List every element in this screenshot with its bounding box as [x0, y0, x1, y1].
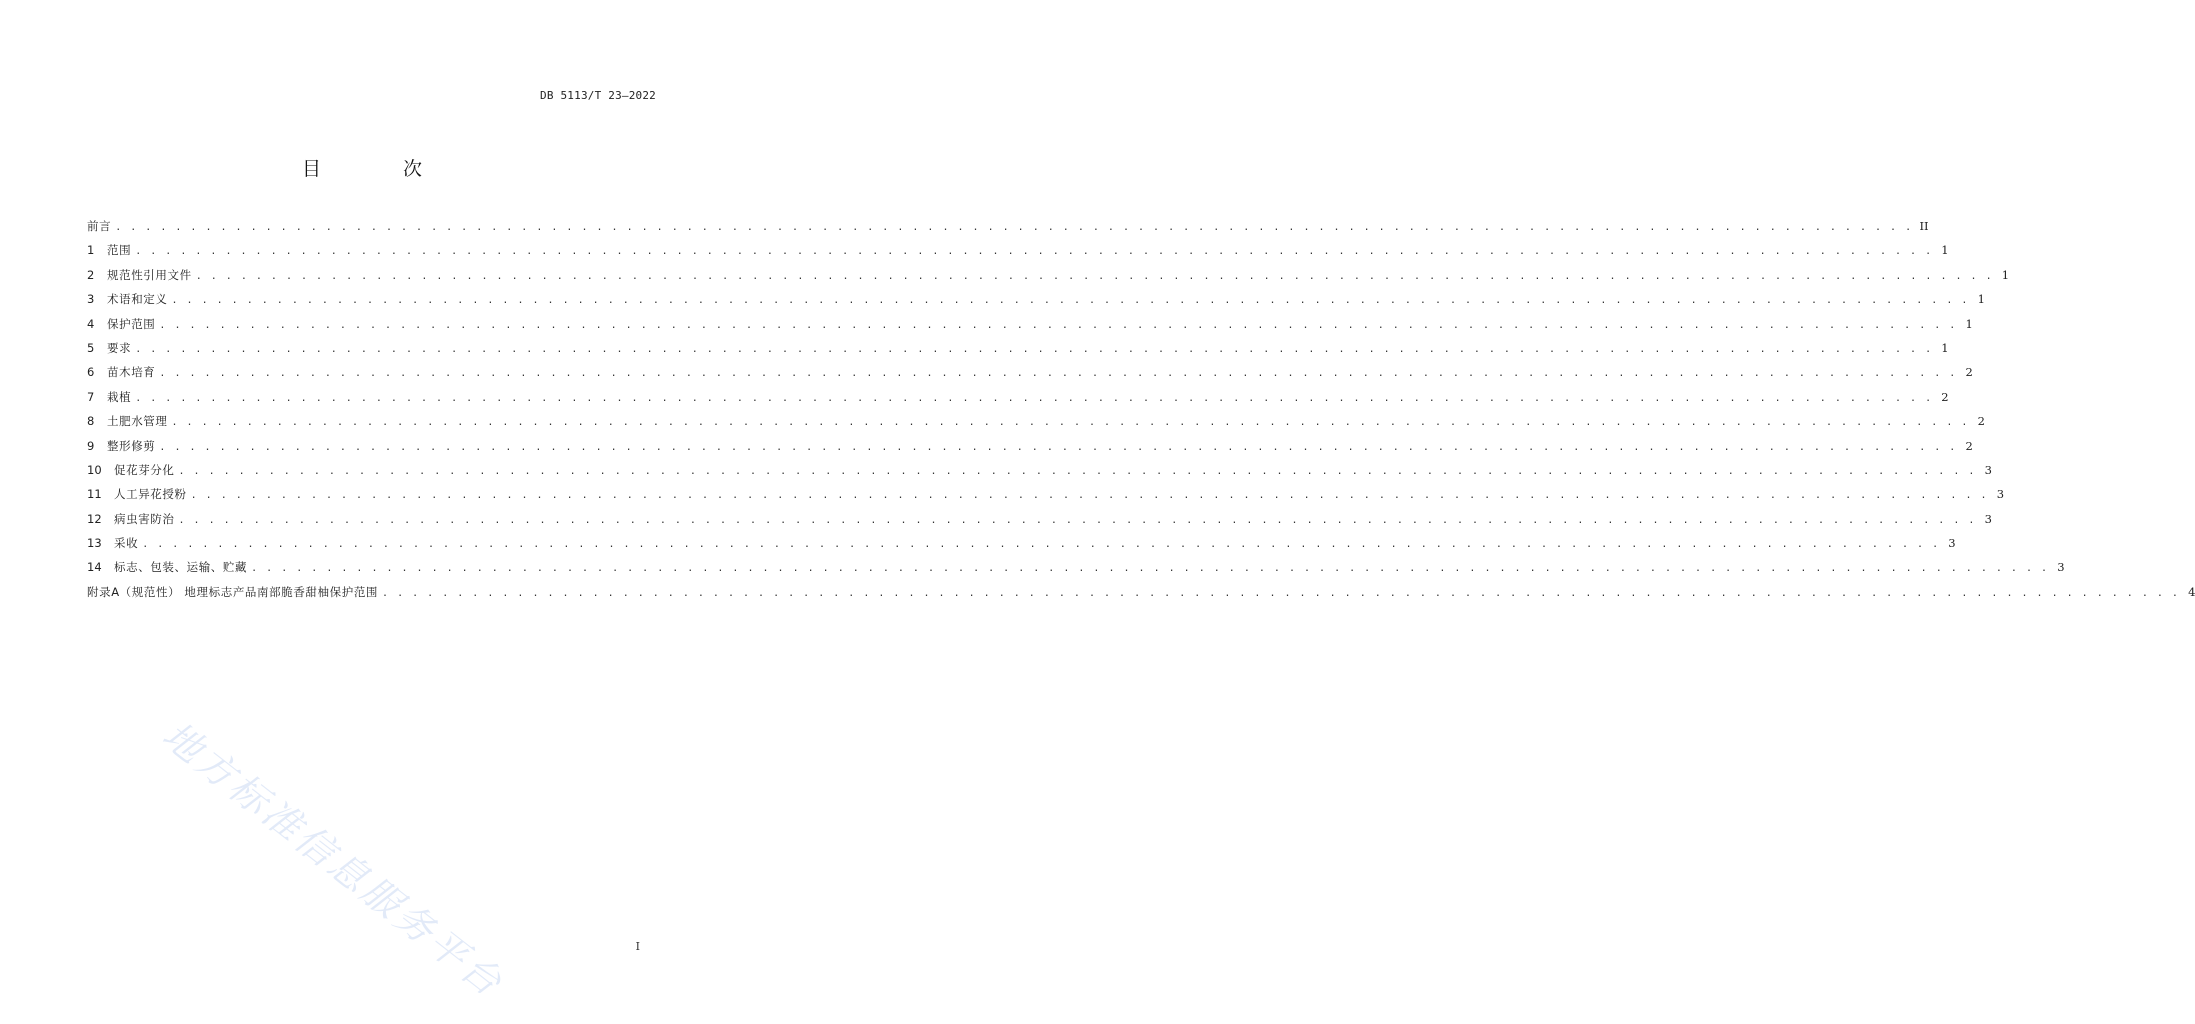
watermark: 地方标准信息服务平台	[154, 712, 513, 1007]
toc-entry[interactable]	[87, 316, 1973, 340]
toc-entry-label: 术语和定义	[107, 292, 168, 307]
toc-entry[interactable]	[87, 242, 1949, 266]
toc-entry-page: 3	[2057, 560, 2065, 575]
toc-entry-label: 规范性引用文件	[107, 267, 192, 282]
toc-entry-number: 1	[87, 243, 95, 258]
toc-entry-number: 13	[87, 536, 102, 551]
toc-dot-leader: . . . . . . . . . . . . . . . . . . . . . . . . . . . . . . . . . . . . . . . . . . . . . . . . . . . . . . . . . . . . . . . . . . . . . . . . . . . . . . . . . . . . . . . . . . . . . . . . . . . . . . . . . . . . . . . . . . . . . . . .	[178, 465, 1976, 477]
toc-entry[interactable]	[87, 364, 1973, 388]
toc-entry-number: 4	[87, 316, 95, 331]
toc-dot-leader: . . . . . . . . . . . . . . . . . . . . . . . . . . . . . . . . . . . . . . . . . . . . . . . . . . . . . . . . . . . . . . . . . . . . . . . . . . . . . . . . . . . . . . . . . . . . . . . . . . . . . . . . . . . . . . . . . . . . . . . .	[382, 587, 2180, 599]
toc-entry[interactable]	[87, 413, 1985, 437]
toc-entry-page: 2	[1977, 414, 1985, 429]
toc-entry-number: 3	[87, 292, 95, 307]
toc-entry[interactable]	[87, 486, 2005, 510]
toc-entry-page: 3	[1984, 462, 1992, 477]
document-code: DB 5113/T 23—2022	[540, 89, 656, 102]
toc-entry-page: II	[1919, 219, 1929, 233]
toc-dot-leader: . . . . . . . . . . . . . . . . . . . . . . . . . . . . . . . . . . . . . . . . . . . . . . . . . . . . . . . . . . . . . . . . . . . . . . . . . . . . . . . . . . . . . . . . . . . . . . . . . . . . . . . . . . . . . . . . . . . . . . . .	[142, 539, 1940, 551]
toc-entry[interactable]	[87, 511, 1992, 535]
toc-entry-page: 4	[2188, 584, 2195, 599]
toc-dot-leader: . . . . . . . . . . . . . . . . . . . . . . . . . . . . . . . . . . . . . . . . . . . . . . . . . . . . . . . . . . . . . . . . . . . . . . . . . . . . . . . . . . . . . . . . . . . . . . . . . . . . . . . . . . . . . . . . . . . . . . . .	[135, 392, 1933, 404]
toc-entry-number: 10	[87, 462, 102, 477]
toc-entry[interactable]	[87, 559, 2065, 583]
toc-entry-number: 8	[87, 414, 95, 429]
toc-entry-number: 9	[87, 438, 95, 453]
toc-entry-page: 3	[1948, 536, 1956, 551]
page-title: 目 次	[301, 158, 461, 180]
toc-dot-leader: . . . . . . . . . . . . . . . . . . . . . . . . . . . . . . . . . . . . . . . . . . . . . . . . . . . . . . . . . . . . . . . . . . . . . . . . . . . . . . . . . . . . . . . . . . . . . . . . . . . . . . . . . . . . . . . . . . . . . . . .	[171, 295, 1969, 307]
toc-entry-label: 栽植	[107, 389, 132, 404]
toc-entry[interactable]	[87, 389, 1949, 413]
toc-entry-number: 2	[87, 267, 95, 282]
toc-entry-label: 要求	[107, 340, 132, 355]
toc-entry-label: 附录A（规范性） 地理标志产品南部脆香甜柚保护范围	[87, 584, 379, 599]
toc-entry-number: 7	[87, 389, 95, 404]
toc-entry-label: 人工异花授粉	[114, 487, 187, 502]
toc-entry-number: 11	[87, 487, 102, 502]
toc-dot-leader: . . . . . . . . . . . . . . . . . . . . . . . . . . . . . . . . . . . . . . . . . . . . . . . . . . . . . . . . . . . . . . . . . . . . . . . . . . . . . . . . . . . . . . . . . . . . . . . . . . . . . . . . . . . . . . . . . . . . . . . .	[171, 417, 1969, 429]
toc-entry-page: 2	[1941, 389, 1949, 404]
toc-entry-page: 1	[1977, 292, 1985, 307]
toc-entry[interactable]	[87, 291, 1985, 315]
toc-entry-label: 前言	[87, 219, 112, 233]
toc-entry-number: 6	[87, 365, 95, 380]
toc-entry-page: 2	[1965, 365, 1973, 380]
toc-entry-label: 保护范围	[107, 316, 156, 331]
toc-entry-page: 1	[1965, 316, 1973, 331]
toc-entry-page: 3	[1984, 511, 1992, 526]
toc-entry[interactable]	[87, 438, 1973, 462]
toc-entry-page: 2	[1965, 438, 1973, 453]
toc-entry-number: 12	[87, 511, 102, 526]
toc-entry-page: 1	[2001, 267, 2010, 282]
toc-entry-label: 采收	[114, 536, 139, 551]
toc-entry-label: 标志、包装、运输、贮藏	[114, 560, 248, 575]
toc-entry-number: 14	[87, 560, 102, 575]
toc-entry[interactable]	[87, 584, 2195, 608]
table-of-contents	[87, 218, 2195, 608]
toc-entry[interactable]	[87, 267, 2010, 291]
toc-entry[interactable]	[87, 535, 1956, 559]
toc-dot-leader: . . . . . . . . . . . . . . . . . . . . . . . . . . . . . . . . . . . . . . . . . . . . . . . . . . . . . . . . . . . . . . . . . . . . . . . . . . . . . . . . . . . . . . . . . . . . . . . . . . . . . . . . . . . . . . . . . . . . . . . .	[159, 368, 1957, 380]
toc-entry-label: 病虫害防治	[114, 511, 175, 526]
toc-dot-leader: . . . . . . . . . . . . . . . . . . . . . . . . . . . . . . . . . . . . . . . . . . . . . . . . . . . . . . . . . . . . . . . . . . . . . . . . . . . . . . . . . . . . . . . . . . . . . . . . . . . . . . . . . . . . . . . . . . . . . . . .	[159, 319, 1957, 331]
toc-entry-label: 土肥水管理	[107, 414, 168, 429]
toc-dot-leader: . . . . . . . . . . . . . . . . . . . . . . . . . . . . . . . . . . . . . . . . . . . . . . . . . . . . . . . . . . . . . . . . . . . . . . . . . . . . . . . . . . . . . . . . . . . . . . . . . . . . . . . . . . . . . . . . . . . . . . . .	[178, 514, 1976, 526]
toc-entry-label: 范围	[107, 243, 132, 258]
toc-entry[interactable]	[87, 218, 1929, 242]
toc-dot-leader: . . . . . . . . . . . . . . . . . . . . . . . . . . . . . . . . . . . . . . . . . . . . . . . . . . . . . . . . . . . . . . . . . . . . . . . . . . . . . . . . . . . . . . . . . . . . . . . . . . . . . . . . . . . . . . . . . . . . . . . .	[195, 270, 1994, 282]
toc-entry-number: 5	[87, 340, 95, 355]
toc-entry-page: 3	[1996, 487, 2005, 502]
toc-entry-label: 整形修剪	[107, 438, 156, 453]
toc-dot-leader: . . . . . . . . . . . . . . . . . . . . . . . . . . . . . . . . . . . . . . . . . . . . . . . . . . . . . . . . . . . . . . . . . . . . . . . . . . . . . . . . . . . . . . . . . . . . . . . . . . . . . . . . . . . . . . . . . . . . . . . .	[159, 441, 1957, 453]
toc-entry[interactable]	[87, 462, 1992, 486]
toc-entry-page: 1	[1941, 243, 1949, 258]
toc-dot-leader: . . . . . . . . . . . . . . . . . . . . . . . . . . . . . . . . . . . . . . . . . . . . . . . . . . . . . . . . . . . . . . . . . . . . . . . . . . . . . . . . . . . . . . . . . . . . . . . . . . . . . . . . . . . . . . . . . . . . . . . .	[135, 246, 1933, 258]
toc-dot-leader: . . . . . . . . . . . . . . . . . . . . . . . . . . . . . . . . . . . . . . . . . . . . . . . . . . . . . . . . . . . . . . . . . . . . . . . . . . . . . . . . . . . . . . . . . . . . . . . . . . . . . . . . . . . . . . . . . . . . . . . .	[135, 343, 1933, 355]
toc-dot-leader: . . . . . . . . . . . . . . . . . . . . . . . . . . . . . . . . . . . . . . . . . . . . . . . . . . . . . . . . . . . . . . . . . . . . . . . . . . . . . . . . . . . . . . . . . . . . . . . . . . . . . . . . . . . . . . . . . . . . . . . .	[251, 563, 2049, 575]
toc-entry-page: 1	[1941, 340, 1949, 355]
toc-dot-leader: . . . . . . . . . . . . . . . . . . . . . . . . . . . . . . . . . . . . . . . . . . . . . . . . . . . . . . . . . . . . . . . . . . . . . . . . . . . . . . . . . . . . . . . . . . . . . . . . . . . . . . . . . . . . . . . . . . . . . . . .	[115, 222, 1913, 233]
toc-entry-label: 促花芽分化	[114, 462, 175, 477]
toc-entry-label: 苗木培育	[107, 365, 156, 380]
toc-dot-leader: . . . . . . . . . . . . . . . . . . . . . . . . . . . . . . . . . . . . . . . . . . . . . . . . . . . . . . . . . . . . . . . . . . . . . . . . . . . . . . . . . . . . . . . . . . . . . . . . . . . . . . . . . . . . . . . . . . . . . . . .	[190, 490, 1989, 502]
page-number: I	[635, 940, 640, 953]
toc-entry[interactable]	[87, 340, 1949, 364]
